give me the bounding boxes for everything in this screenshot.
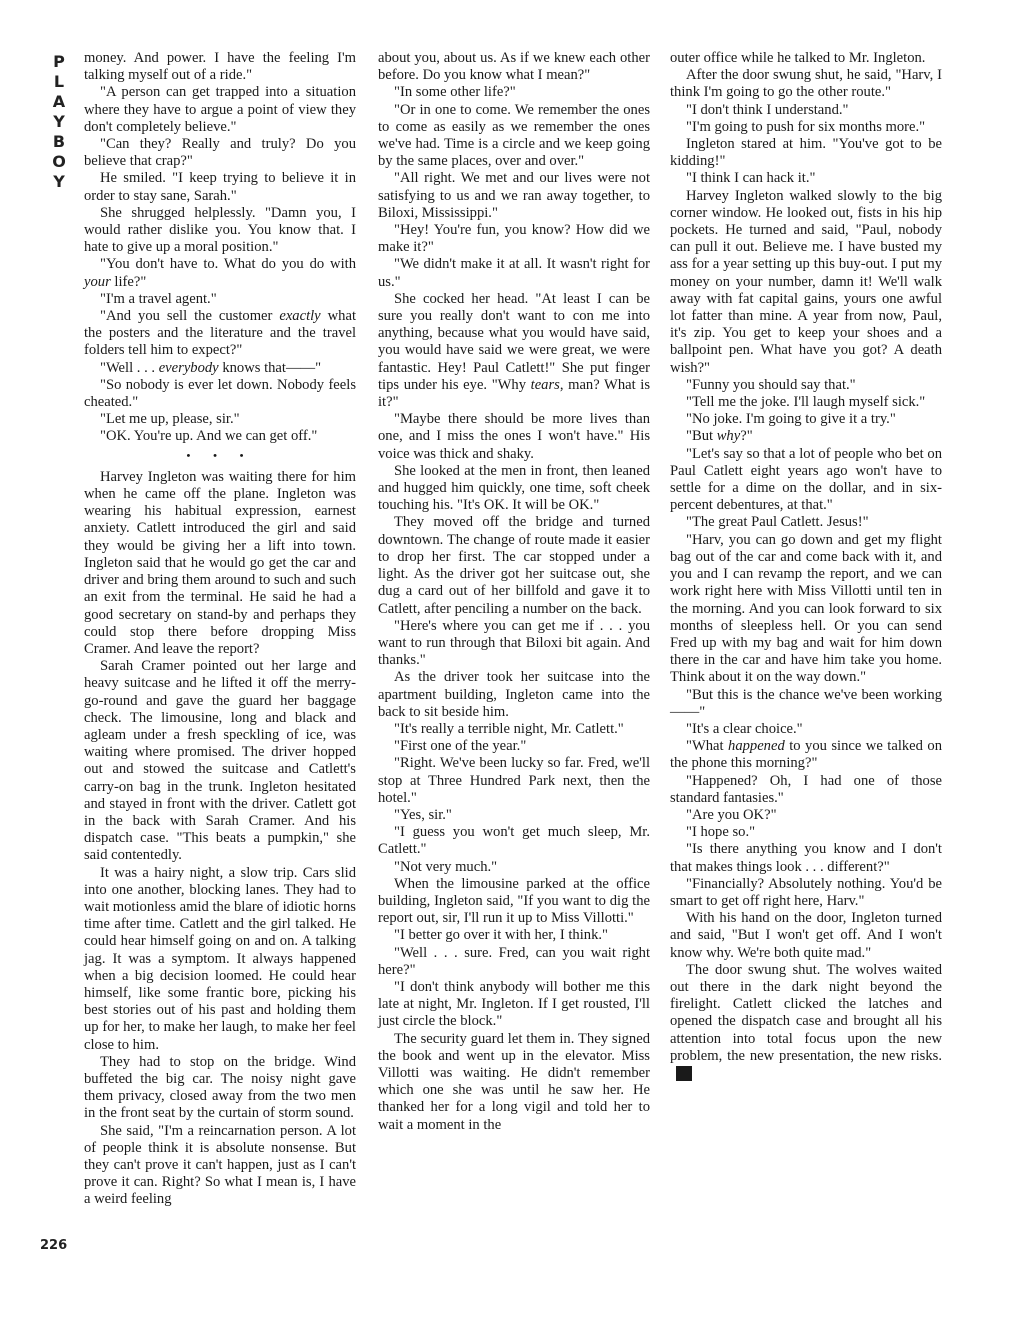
- paragraph: She shrugged helplessly. "Damn you, I would rather dislike you. You know that. I hate to give up a moral position.": [84, 204, 356, 256]
- paragraph: "I don't think anybody will bother me this late at night, Mr. Ingleton. If I get rousted, I'll just circle the block.": [378, 978, 650, 1030]
- magazine-name-vertical: [48, 52, 70, 192]
- paragraph: "OK. You're up. And we can get off.": [100, 428, 318, 445]
- sidebar-letter: Y: [53, 172, 65, 191]
- paragraph: When the limousine parked at the office building, Ingleton said, "If you want to dig the report out, sir, I'll run it up to Miss Villotti.": [378, 875, 650, 927]
- paragraph: "In some other life?": [394, 84, 516, 101]
- paragraph: "Tell me the joke. I'll laugh myself sick.": [686, 394, 926, 411]
- paragraph: "I think I can hack it.": [686, 170, 816, 187]
- paragraph: "Well . . . sure. Fred, can you wait right here?": [378, 944, 650, 978]
- paragraph: "Yes, sir.": [394, 806, 452, 823]
- paragraph: "I hope so.": [686, 824, 756, 841]
- text-column-1: [84, 50, 356, 1209]
- page-number: 226: [40, 1238, 68, 1253]
- paragraph: "First one of the year.": [394, 738, 527, 755]
- paragraph: "I don't think I understand.": [686, 101, 849, 118]
- paragraph: She looked at the men in front, then leaned and hugged him quickly, one time, soft cheek touching his. "It's OK. It will be OK.": [378, 462, 650, 514]
- paragraph: "I'm a travel agent.": [100, 290, 217, 307]
- paragraph: "But this is the chance we've been working——": [670, 686, 942, 720]
- sidebar-letter: O: [52, 152, 66, 171]
- sidebar-letter: P: [53, 52, 65, 71]
- paragraph: "Here's where you can get me if . . . you want to run through that Biloxi bit again. And thanks.": [378, 617, 650, 669]
- paragraph: "Not very much.": [394, 858, 498, 875]
- paragraph: "All right. We met and our lives were not satisfying to us and we ran away together, to Biloxi, Mississippi.": [378, 170, 650, 221]
- paragraph: It was a hairy night, a slow trip. Cars slid into one another, blocking lanes. They had to wait motionless amid the blare of idiotic horns time after time. Catlett and the girl talked. He could hear himself going on and on. A talking jag. It was a symptom. It always happened when a big decision loomed. He could hear himself, like some frantic bore, picking his best stories out of his past and holding them up for her, to make her laugh, to make her feel close to him.: [84, 864, 356, 1053]
- paragraph: "Let's say so that a lot of people who bet on Paul Catlett eight years ago won't have to settle for a dime on the dollar, and in six-percent debentures, at that.": [670, 445, 942, 514]
- paragraph: They had to stop on the bridge. Wind buffeted the big car. The noisy night gave them privacy, closed away from the two men in the front seat by the curtain of storm sound.: [84, 1053, 356, 1122]
- continued-paragraph: outer office while he talked to Mr. Ingleton.: [670, 50, 926, 66]
- paragraph: "The great Paul Catlett. Jesus!": [686, 514, 869, 531]
- sidebar-letter: Y: [53, 112, 65, 131]
- bunny-logo-icon: ✦: [676, 1066, 692, 1081]
- paragraph: "A person can get trapped into a situation where they have to argue a point of view they don't completely believe.": [84, 84, 356, 135]
- paragraph: Ingleton stared at him. "You've got to be kidding!": [670, 136, 942, 170]
- text-column-3: [670, 50, 942, 1082]
- paragraph: "Hey! You're fun, you know? How did we make it?": [378, 222, 650, 256]
- paragraph: "And you sell the customer exactly what the posters and the literature and the travel folders tell him to expect?": [84, 308, 356, 359]
- paragraph: The security guard let them in. They signed the book and went up in the elevator. Miss Villotti was waiting. He didn't remember which one she was until he saw her. He thanked her for a long vigil and told her to wait a moment in the: [378, 1030, 650, 1133]
- paragraph: "Happened? Oh, I had one of those standard fantasies.": [670, 772, 942, 806]
- paragraph: "Maybe there should be more lives than one, and I miss the ones I won't have." His voice was thick and shaky.: [378, 411, 650, 462]
- paragraph: After the door swung shut, he said, "Harv, I think I'm going to go the other route.": [670, 67, 942, 101]
- paragraph: "I guess you won't get much sleep, Mr. Catlett.": [378, 824, 650, 858]
- paragraph: They moved off the bridge and turned downtown. The change of route made it easier to drop her first. The car stopped under a light. As the driver got her suitcase out, she dug a card out of her billfold and gave it to Catlett, after penciling a number on the back.: [378, 514, 650, 617]
- paragraph: The door swung shut. The wolves waited out there in the dark night beyond the firelight. Catlett clicked the latches and opened the dispatch case and brought all his attention into total focus upon the new problem, the new presentation, the new risks.✦: [670, 961, 942, 1080]
- paragraph: "So nobody is ever let down. Nobody feels cheated.": [84, 376, 356, 411]
- text-column-2: [378, 50, 650, 1134]
- sidebar-letter: A: [52, 92, 66, 111]
- paragraph: She said, "I'm a reincarnation person. A lot of people think it is absolute nonsense. But they can't prove it can't happen, just as I can't prove it can. Right? So what I mean is, I have a weird feeling: [84, 1122, 356, 1208]
- paragraph: With his hand on the door, Ingleton turned and said, "But I won't get off. And I won't know why. We're both quite mad.": [670, 910, 942, 961]
- paragraph: "I better go over it with her, I think.": [394, 927, 608, 944]
- paragraph: "It's really a terrible night, Mr. Catlett.": [394, 720, 624, 737]
- paragraph: "It's a clear choice.": [686, 720, 803, 737]
- paragraph: "We didn't make it at all. It wasn't right for us.": [378, 256, 650, 290]
- paragraph: "Financially? Absolutely nothing. You'd be smart to get off right here, Harv.": [670, 875, 942, 909]
- paragraph: "Harv, you can go down and get my flight bag out of the car and come back with it, and you and I can revamp the report, and we can work right here with Miss Villotti until ten in the morning. And you can look forward to six months of sleepless hell. Or you can send Fred up with my bag and wait for him down there in the car and have him take you home. Think about it on the way down.": [670, 531, 942, 686]
- paragraph: Harvey Ingleton walked slowly to the big corner window. He looked out, fists in his hip pockets. He turned and said, "Paul, nobody can pull it out. Believe me. I have busted my ass for a year setting up this buy-out. I put my money on your number, damn it! We'll walk away with fat capital gains, yours one awful lot fatter than mine. A year from now, Paul, it's zip. You get to keep your shoes and a ballpoint pen. What have you got? A death wish?": [670, 187, 942, 376]
- paragraph: "I'm going to push for six months more.": [686, 118, 926, 135]
- paragraph: As the driver took her suitcase into the apartment building, Ingleton came into the back to sit beside him.: [378, 669, 650, 720]
- paragraph: "Or in one to come. We remember the ones to come as easily as we remember the ones we've had. Time is a circle and we keep going by the same places, over and over.": [378, 101, 650, 170]
- paragraph: "But why?": [686, 428, 753, 445]
- paragraph: Sarah Cramer pointed out her large and heavy suitcase and he lifted it off the merry-go-round and gave the guard her baggage check. The limousine, long and black and agleam under a fresh speckling of ice, was waiting where promised. The driver hopped out and stowed the suitcase and Catlett's carry-on bag in the trunk. Ingleton hesitated and stayed in front with the driver. Catlett got in the back with Sarah Cramer. And his dispatch case. "This beats a pumpkin," she said contentedly.: [84, 658, 356, 864]
- sidebar-letter: B: [52, 132, 66, 151]
- section-break: • • •: [186, 449, 254, 462]
- continued-paragraph: about you, about us. As if we knew each other before. Do you know what I mean?": [378, 50, 650, 84]
- paragraph: She cocked her head. "At least I can be sure you really don't want to con me into anything, because what you would have said, you would have said we were great, we were fantastic. Hey! Paul Catlett!" She put finger tips under his eye. "Why tears, man? What is it?": [378, 290, 650, 411]
- paragraph: He smiled. "I keep trying to believe it in order to stay sane, Sarah.": [84, 170, 356, 204]
- paragraph: Harvey Ingleton was waiting there for him when he came off the plane. Ingleton was wearing his habitual expression, earnest anxiety. Catlett introduced the girl and said they would be giving her a lift into town. Ingleton said that he would go get the car and driver and bring them around to such and such an exit from the terminal. He said he had a good secretary on stand-by and perhaps they could stop there before dropping Miss Cramer. And leave the report?: [84, 468, 356, 657]
- paragraph: "You don't have to. What do you do with your life?": [84, 256, 356, 290]
- paragraph: "Can they? Really and truly? Do you believe that crap?": [84, 136, 356, 170]
- sidebar-letter: L: [53, 72, 65, 91]
- continued-paragraph: money. And power. I have the feeling I'm talking myself out of a ride.": [84, 50, 356, 84]
- paragraph: "Are you OK?": [686, 806, 777, 823]
- paragraph: "Well . . . everybody knows that——": [100, 359, 322, 376]
- paragraph: "Funny you should say that.": [686, 376, 856, 393]
- paragraph: "What happened to you since we talked on the phone this morning?": [670, 738, 942, 772]
- paragraph: "Right. We've been lucky so far. Fred, we'll stop at Three Hundred Park next, then the hotel.": [378, 755, 650, 806]
- paragraph: "Is there anything you know and I don't that makes things look . . . different?": [670, 841, 942, 875]
- paragraph: "Let me up, please, sir.": [100, 411, 240, 428]
- paragraph: "No joke. I'm going to give it a try.": [686, 411, 896, 428]
